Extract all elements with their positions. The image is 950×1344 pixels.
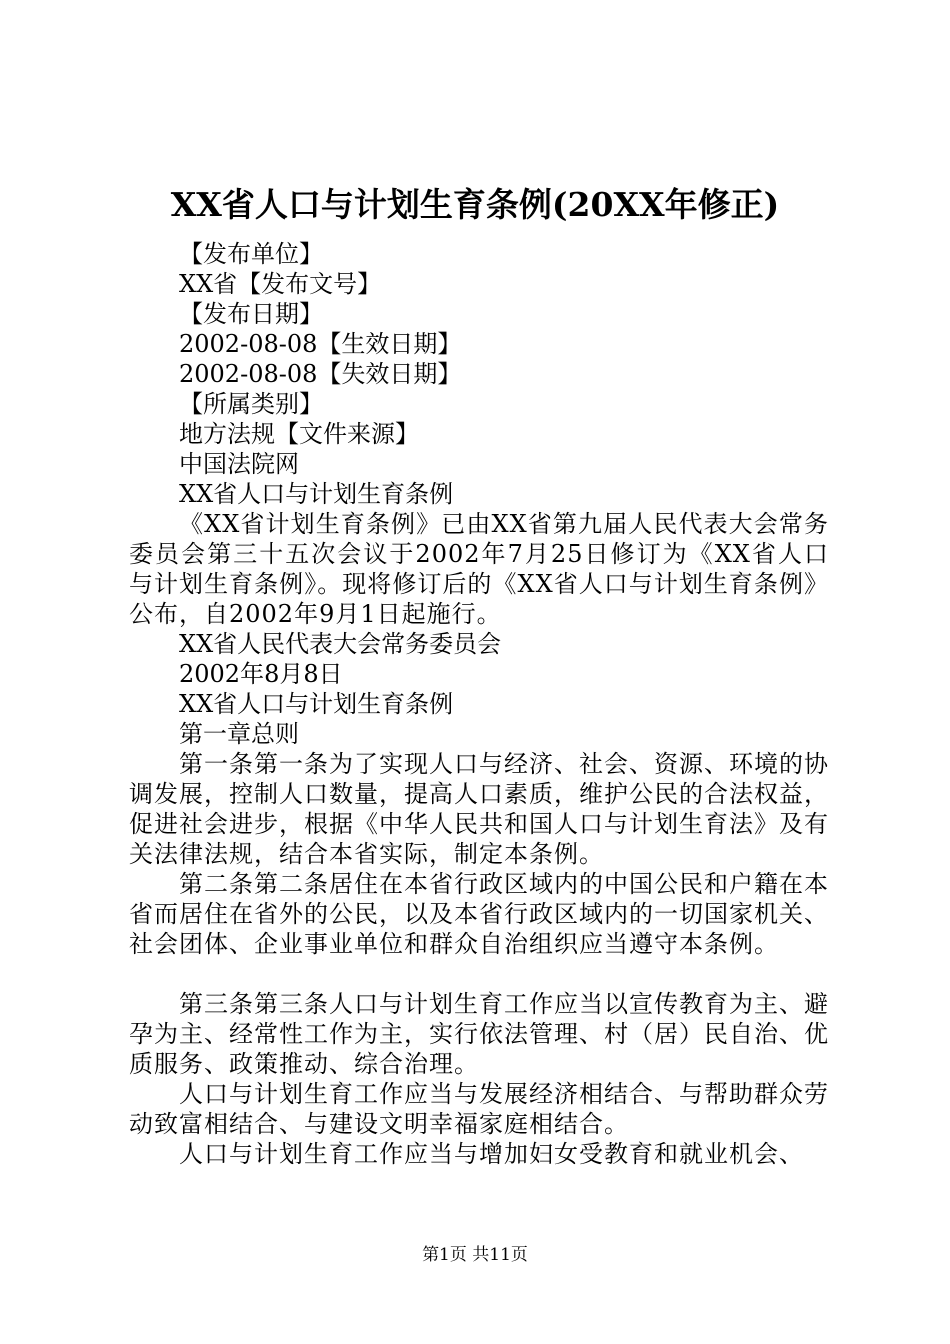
page-number-footer: 第1页 共11页 [422, 1245, 528, 1265]
blank-line [129, 959, 829, 989]
meta-line: 【发布单位】 [179, 240, 323, 268]
signoff-line: 2002年8月8日 [179, 660, 343, 688]
document-title: XX省人口与计划生育条例(20XX年修正) [170, 185, 780, 224]
signoff-line: XX省人口与计划生育条例 [179, 690, 454, 718]
meta-line: 【发布日期】 [179, 300, 323, 328]
meta-line: XX省【发布文号】 [179, 270, 382, 298]
preamble-paragraph: 《XX省计划生育条例》已由XX省第九届人民代表大会常务委员会第三十五次会议于2002年7月25日修订为《XX省人口与计划生育条例》。现将修订后的《XX省人口与计划生育条例》公布，自2002年9月1日起施行。 [129, 510, 829, 628]
signoff-line: XX省人民代表大会常务委员会 [179, 630, 502, 658]
article-3-paragraph-3: 人口与计划生育工作应当与增加妇女受教育和就业机会、 [179, 1140, 804, 1168]
article-1-paragraph: 第一条第一条为了实现人口与经济、社会、资源、环境的协调发展，控制人口数量，提高人口素质，维护公民的合法权益，促进社会进步，根据《中华人民共和国人口与计划生育法》及有关法律法规，结合本省实际，制定本条例。 [129, 750, 829, 868]
document-body [129, 239, 829, 1169]
meta-line: XX省人口与计划生育条例 [179, 480, 454, 508]
chapter-heading: 第一章总则 [179, 720, 299, 748]
meta-line: 地方法规【文件来源】 [179, 420, 419, 448]
meta-line: 2002-08-08【失效日期】 [179, 360, 462, 388]
article-3-paragraph: 第三条第三条人口与计划生育工作应当以宣传教育为主、避孕为主、经常性工作为主，实行依法管理、村（居）民自治、优质服务、政策推动、综合治理。 [129, 990, 829, 1078]
meta-line: 中国法院网 [179, 450, 299, 478]
article-2-paragraph: 第二条第二条居住在本省行政区域内的中国公民和户籍在本省而居住在省外的公民，以及本省行政区域内的一切国家机关、社会团体、企业事业单位和群众自治组织应当遵守本条例。 [129, 870, 829, 958]
meta-line: 2002-08-08【生效日期】 [179, 330, 462, 358]
article-3-paragraph-2: 人口与计划生育工作应当与发展经济相结合、与帮助群众劳动致富相结合、与建设文明幸福家庭相结合。 [129, 1080, 829, 1138]
meta-line: 【所属类别】 [179, 390, 323, 418]
